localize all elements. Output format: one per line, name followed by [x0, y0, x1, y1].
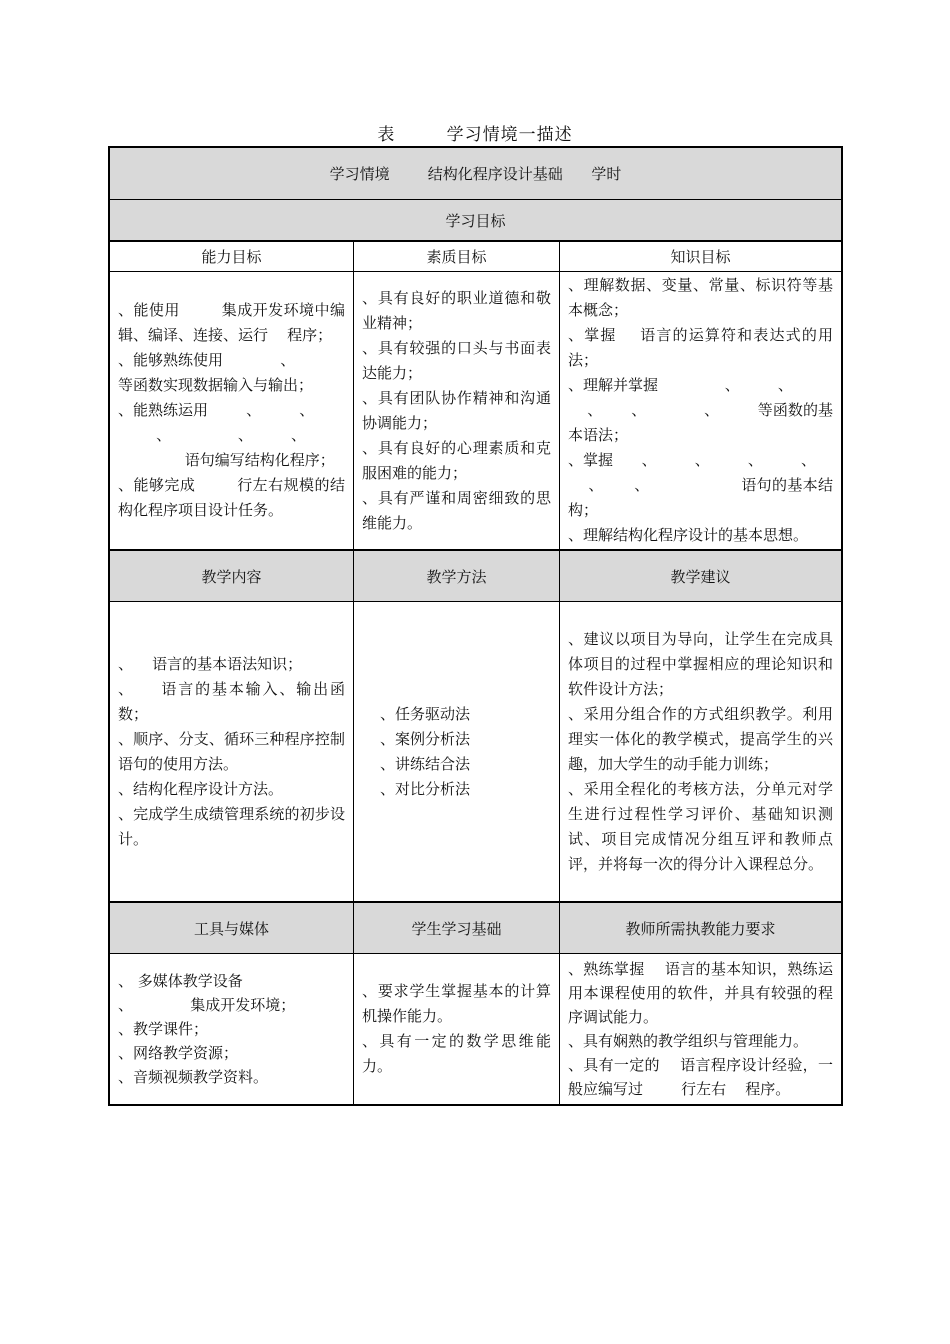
method-item: 、对比分析法: [380, 779, 471, 798]
teaching-advice-cell: [560, 602, 841, 901]
situation-header: 学习情境 结构化程序设计基础 学时: [110, 148, 841, 200]
tools-media-cell: [110, 954, 354, 1104]
teacher-ability-header: 教师所需执教能力要求: [560, 903, 841, 953]
quality-item: 、具有良好的职业道德和敬业精神；: [362, 288, 551, 332]
teacher-ability-cell: [560, 954, 841, 1104]
quality-item: 、具有团队协作精神和沟通协调能力；: [362, 388, 551, 432]
tools-item: 、教学课件；: [118, 1020, 209, 1038]
knowledge-item: 、 、 语句的基本结构；: [568, 476, 833, 519]
knowledge-item: 、掌握 语言的运算符和表达式的用法；: [568, 326, 833, 369]
teaching-method-cell: [354, 602, 560, 901]
tools-item: 、音频视频教学资料。: [118, 1068, 269, 1086]
knowledge-item: 、 、 、 等函数的基本语法；: [568, 401, 833, 444]
content-item: 、 语言的基本输入、输出函数；: [118, 679, 345, 723]
content-item: 、 语言的基本语法知识；: [118, 654, 303, 673]
knowledge-item: 、理解结构化程序设计的基本思想。: [568, 526, 809, 544]
ability-item: 、能熟练运用 、 、: [118, 401, 315, 419]
content-item: 、完成学生成绩管理系统的初步设计。: [118, 804, 345, 848]
resources-body-row: [110, 954, 841, 1104]
ability-goal-header: 能力目标: [110, 242, 354, 271]
table-title: 表 学习情境一描述: [377, 125, 573, 145]
ability-item: 语句编写结构化程序；: [118, 451, 335, 469]
ability-item: 、能够熟练使用 、: [118, 351, 296, 369]
quality-item: 、具有严谨和周密细致的思维能力。: [362, 488, 551, 532]
ability-item: 、能够完成 行左右规模的结构化程序项目设计任务。: [118, 476, 345, 519]
knowledge-item: 、理解数据、变量、常量、标识符等基本概念；: [568, 276, 833, 319]
teaching-content-header: 教学内容: [110, 551, 354, 601]
content-item: 、顺序、分支、循环三种程序控制语句的使用方法。: [118, 729, 345, 773]
student-basis-header: 学生学习基础: [354, 903, 560, 953]
content-item: 、结构化程序设计方法。: [118, 779, 284, 798]
tools-item: 、 集成开发环境；: [118, 996, 296, 1014]
ability-item: 、能使用 集成开发环境中编辑、编译、连接、运行 程序；: [118, 301, 345, 344]
teaching-method-header: 教学方法: [354, 551, 560, 601]
teaching-body-row: [110, 602, 841, 902]
teaching-advice-header: 教学建议: [560, 551, 841, 601]
ability-item: 等函数实现数据输入与输出；: [118, 376, 314, 394]
objective-columns-row: [110, 242, 841, 272]
knowledge-goal-header: 知识目标: [670, 248, 731, 266]
quality-goal-cell: [354, 272, 560, 549]
basis-item: 、要求学生掌握基本的计算机操作能力。: [362, 982, 551, 1025]
resources-header-row: [110, 902, 841, 954]
knowledge-item: 、理解并掌握 、 、: [568, 376, 793, 394]
tools-item: 、网络教学资源；: [118, 1044, 239, 1062]
ability-item: 、 、 、: [118, 426, 307, 444]
tools-item: 、 多媒体教学设备: [118, 972, 243, 990]
teacher-item: 、具有娴熟的教学组织与管理能力。: [568, 1032, 809, 1050]
teaching-header-row: [110, 550, 841, 602]
learning-situation-table: [108, 146, 843, 1106]
method-item: 、讲练结合法: [380, 754, 471, 773]
teacher-item: 、熟练掌握 语言的基本知识，熟练运用本课程使用的软件，并具有较强的程序调试能力。: [568, 960, 833, 1026]
quality-item: 、具有良好的心理素质和克服困难的能力；: [362, 438, 551, 482]
knowledge-goal-cell: [560, 272, 841, 549]
objectives-body-row: [110, 272, 841, 550]
tools-media-header: 工具与媒体: [110, 903, 354, 953]
student-basis-cell: [354, 954, 560, 1104]
quality-goal-header: 素质目标: [354, 242, 560, 271]
ability-goal-cell: [110, 272, 354, 549]
method-item: 、任务驱动法: [380, 704, 471, 723]
knowledge-item: 、掌握 、 、 、 、: [568, 451, 817, 469]
objectives-header: 学习目标: [110, 200, 841, 242]
basis-item: 、具有一定的数学思维能力。: [362, 1032, 551, 1075]
advice-item: 、采用全程化的考核方法，分单元对学生进行过程性学习评价、基础知识测试、项目完成情况分组互评和教师点评，并将每一次的得分计入课程总分。: [568, 779, 833, 873]
advice-item: 、建议以项目为导向，让学生在完成具体项目的过程中掌握相应的理论知识和软件设计方法；: [568, 629, 833, 698]
method-item: 、案例分析法: [380, 729, 471, 748]
teaching-content-cell: [110, 602, 354, 901]
teacher-item: 、具有一定的 语言程序设计经验，一般应编写过 行左右 程序。: [568, 1056, 833, 1098]
quality-item: 、具有较强的口头与书面表达能力；: [362, 338, 551, 382]
advice-item: 、采用分组合作的方式组织教学。利用理实一体化的教学模式，提高学生的兴趣，加大学生的动手能力训练；: [568, 704, 833, 773]
